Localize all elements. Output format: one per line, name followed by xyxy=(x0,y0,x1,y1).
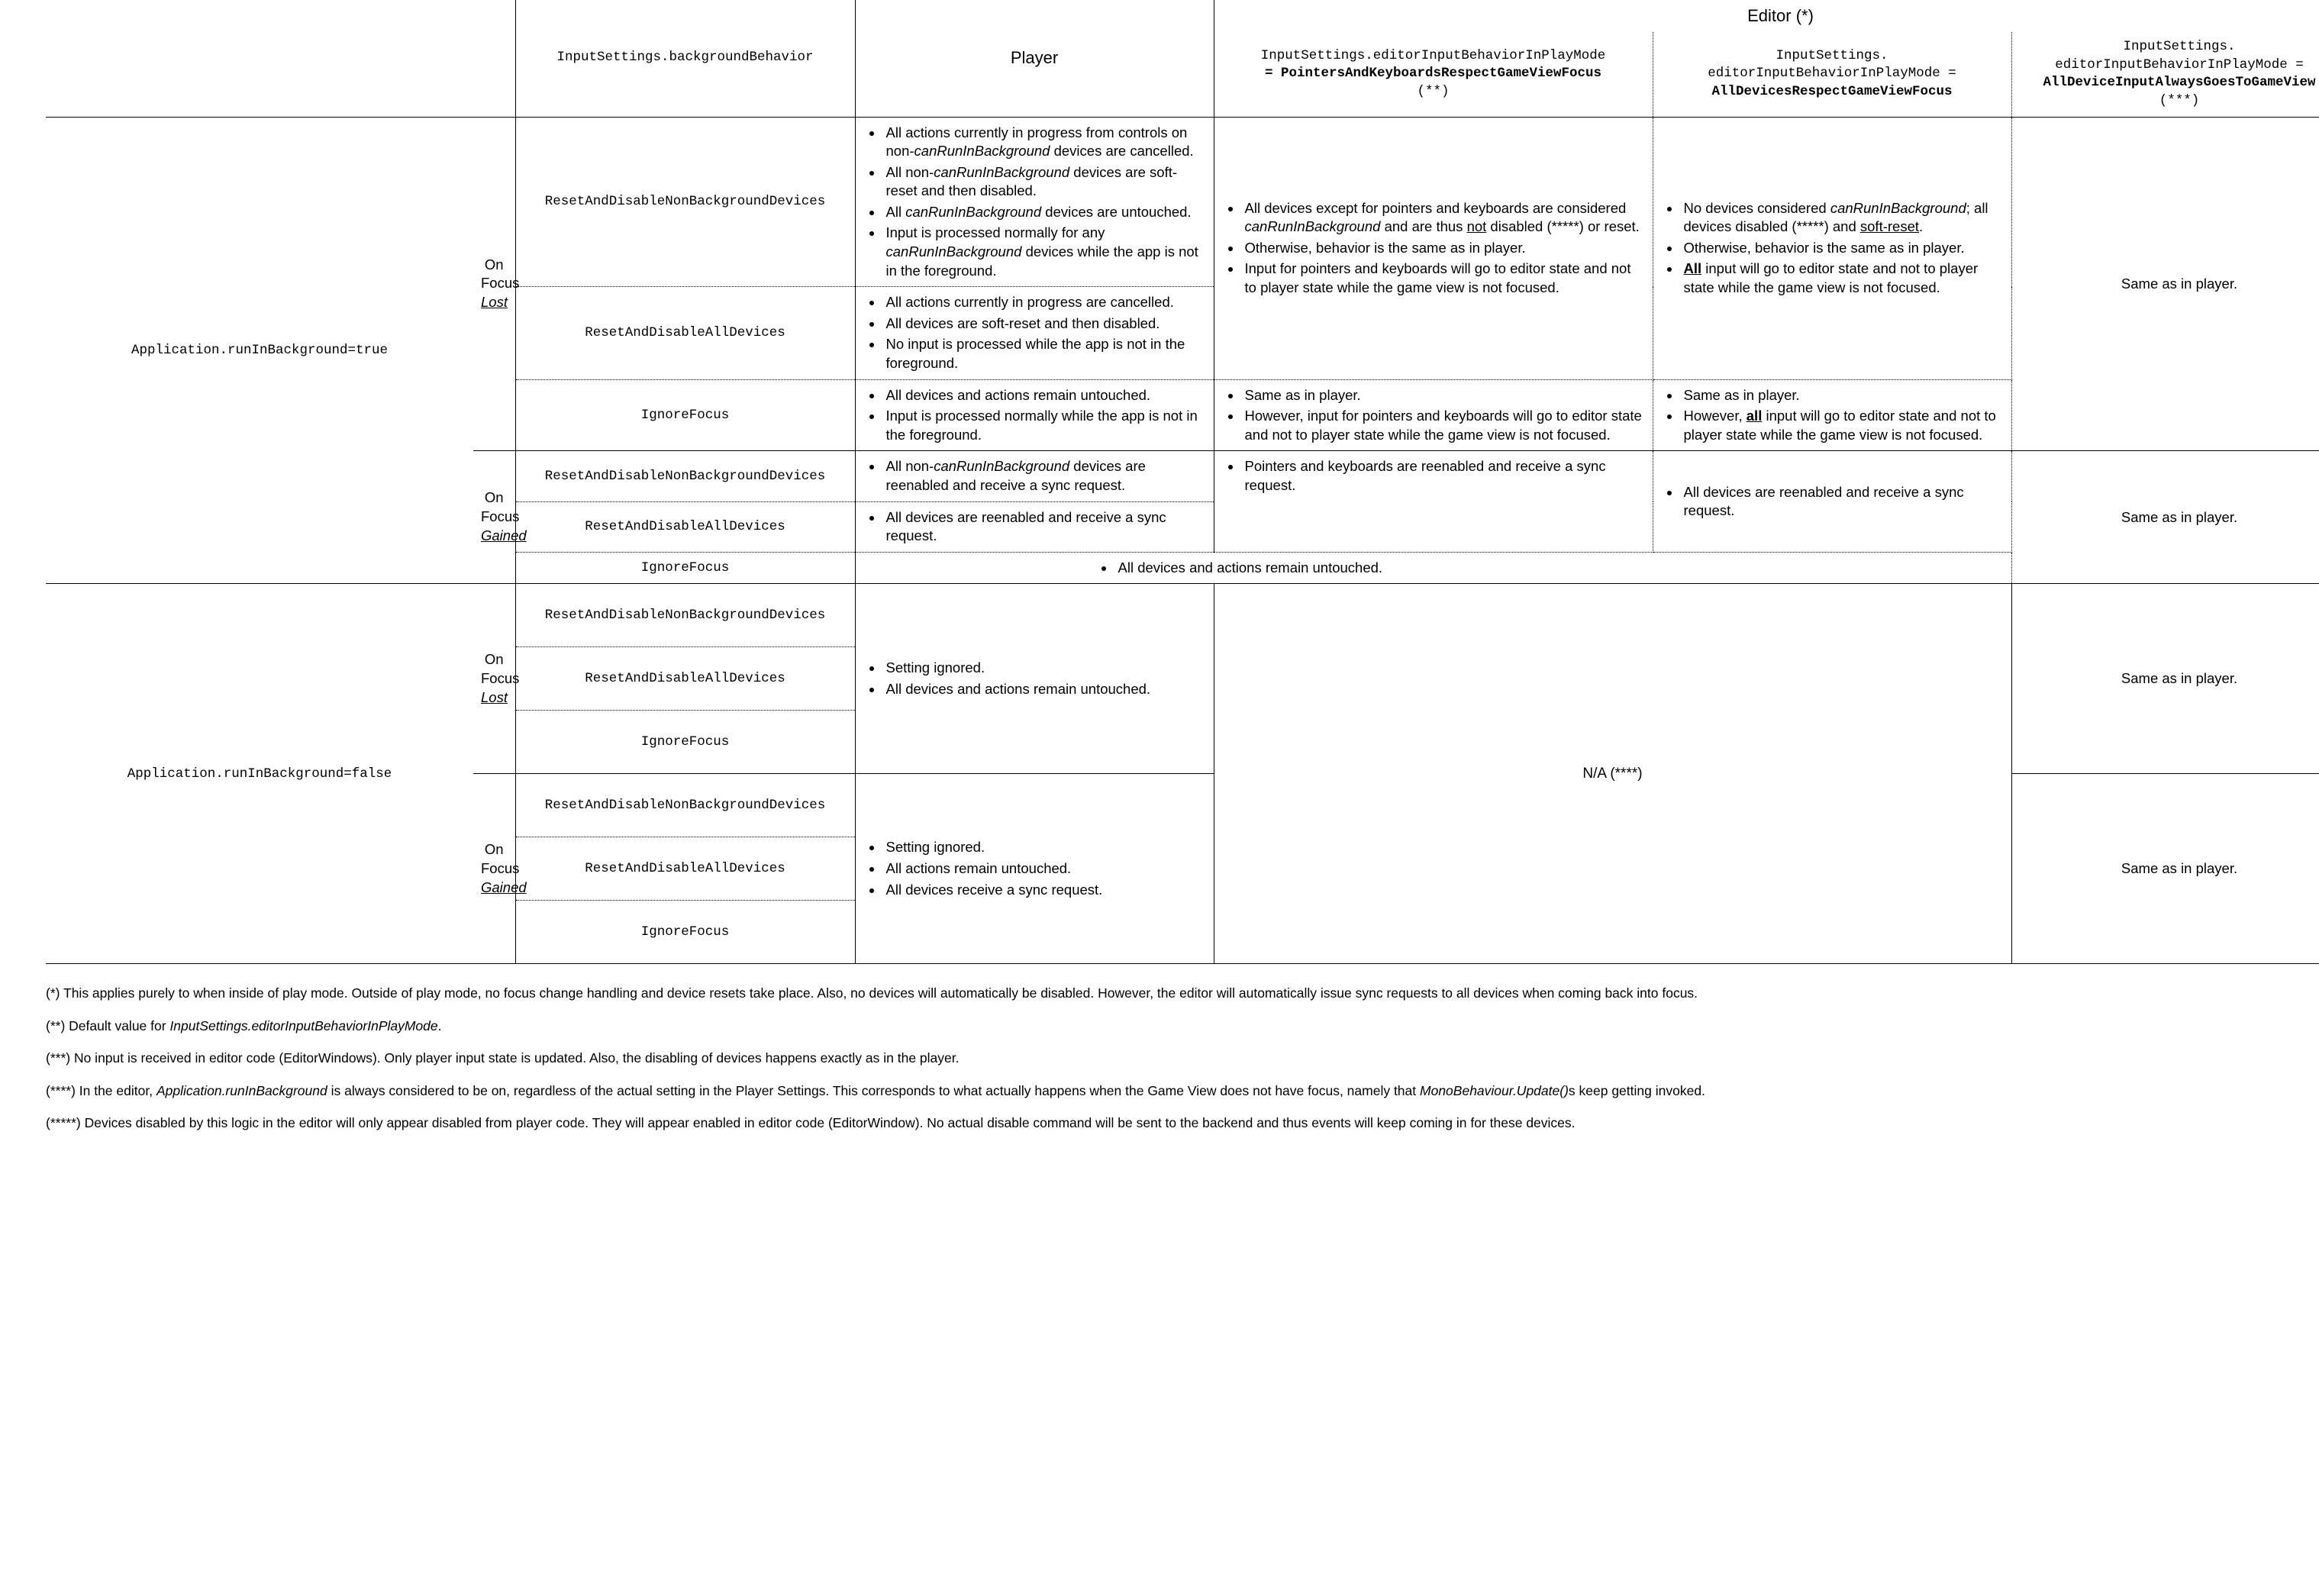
list-item: • All devices are reenabled and receive a sync request. xyxy=(1681,483,2004,521)
list-item: • Input is processed normally for any canRunInBackground devices while the app is not in the foreground. xyxy=(883,224,1206,280)
section-run-in-background-true: Application.runInBackground=true xyxy=(46,117,473,584)
cell-true-lost-editor3: Same as in player. xyxy=(2011,117,2319,451)
section-run-in-background-false: Application.runInBackground=false xyxy=(46,584,473,964)
list-item: • All devices and actions remain untouched. xyxy=(1115,559,2004,578)
table-row xyxy=(46,584,2319,647)
cell-false-gained-player xyxy=(855,774,1214,964)
bullet-list xyxy=(1222,457,1645,495)
bullet-list xyxy=(1661,386,2004,445)
footnote-1: (*) This applies purely to when inside of play mode. Outside of play mode, no focus change handling and device resets take place. Also, no devices will automatically be disabled. However, the editor will automatically issue sync requests to all devices when coming back into focus. xyxy=(46,985,1698,1001)
header-editor-always-gameview xyxy=(2011,32,2319,117)
bullet-list xyxy=(863,293,1206,372)
list-item: • Same as in player. xyxy=(1242,386,1645,405)
group-on-focus-gained-true xyxy=(473,451,527,584)
header-editor-pointers-keyboards xyxy=(1214,32,1653,117)
header-editor3-line3: AllDeviceInputAlwaysGoesToGameView xyxy=(2043,75,2316,91)
behavior-ignore-focus-gained: IgnoreFocus xyxy=(515,552,855,584)
bullet-list xyxy=(1661,483,2004,521)
cell-false-editor-na: N/A (****) xyxy=(1214,584,2011,964)
bullet-list xyxy=(863,124,1206,281)
header-editor1-line2: = PointersAndKeyboardsRespectGameViewFocus xyxy=(1264,66,1602,82)
behavior-ignore-focus-false-gained: IgnoreFocus xyxy=(515,901,855,964)
list-item: • All actions remain untouched. xyxy=(883,859,1206,879)
footnote-4-ital2: MonoBehaviour.Update() xyxy=(1420,1082,1569,1098)
footnote-5: (*****) Devices disabled by this logic in the editor will only appear disabled from player code. They will appear enabled in editor code (EditorWindow). No actual disable command will be sent to the backend and thus events will keep coming in for these devices. xyxy=(46,1114,1576,1130)
behavior-reset-all-gained: ResetAndDisableAllDevices xyxy=(515,501,855,552)
list-item: • All devices are soft-reset and then disabled. xyxy=(883,314,1206,334)
header-editor2-line3: AllDevicesRespectGameViewFocus xyxy=(1711,84,1953,100)
cell-true-lost-ignore-player xyxy=(855,379,1214,451)
on-focus-label: On Focus xyxy=(481,489,520,525)
list-item: • However, input for pointers and keyboards will go to editor state and not to player state while the game view is not focused. xyxy=(1242,407,1645,444)
on-focus-label: On Focus xyxy=(481,650,520,686)
list-item: • All non-canRunInBackground devices are reenabled and receive a sync request. xyxy=(883,457,1206,495)
header-row-editor-group xyxy=(46,0,2319,32)
list-item: • All devices except for pointers and keyboards are considered canRunInBackground and are thus not disabled (*****) or reset. xyxy=(1242,199,1645,237)
list-item: • All actions currently in progress from controls on non-canRunInBackground devices are cancelled. xyxy=(883,124,1206,161)
group-on-focus-lost-true xyxy=(473,117,520,451)
gained-label: Gained xyxy=(481,527,527,544)
bullet-list xyxy=(863,559,2004,578)
footnote-2 xyxy=(46,1017,2273,1036)
cell-true-lost-nonbg-editor1 xyxy=(1214,117,1653,379)
cell-true-gained-editor3: Same as in player. xyxy=(2011,451,2319,584)
cell-true-gained-nonbg-player xyxy=(855,451,1214,501)
footnote-4-ital1: Application.runInBackground xyxy=(156,1082,327,1098)
behavior-reset-all-false-gained: ResetAndDisableAllDevices xyxy=(515,837,855,901)
cell-true-lost-editor2 xyxy=(1653,117,2011,379)
bullet-list xyxy=(1222,386,1645,445)
behavior-reset-non-background-false-gained: ResetAndDisableNonBackgroundDevices xyxy=(515,774,855,837)
cell-true-lost-all-player xyxy=(855,287,1214,379)
input-behavior-matrix xyxy=(46,0,2319,964)
bullet-list xyxy=(863,386,1206,445)
header-editor1-line1: InputSettings.editorInputBehaviorInPlayMode xyxy=(1260,47,1606,63)
behavior-ignore-focus-lost: IgnoreFocus xyxy=(515,379,855,451)
bullet-list xyxy=(1661,199,2004,298)
list-item: • Input for pointers and keyboards will go to editor state and not to player state while the game view is not focused. xyxy=(1242,260,1645,297)
list-item: • All devices and actions remain untouched. xyxy=(883,680,1206,699)
list-item: • No input is processed while the app is not in the foreground. xyxy=(883,335,1206,372)
cell-false-gained-editor3: Same as in player. xyxy=(2011,774,2319,964)
behavior-reset-non-background-false-lost: ResetAndDisableNonBackgroundDevices xyxy=(515,584,855,647)
bullet-list xyxy=(863,457,1206,495)
list-item: • All devices are reenabled and receive a sync request. xyxy=(883,508,1206,546)
behavior-reset-all-lost: ResetAndDisableAllDevices xyxy=(515,287,855,379)
list-item: • However, all input will go to editor state and not to player state while the game view is not focused. xyxy=(1681,407,2004,444)
footnote-2-ital: InputSettings.editorInputBehaviorInPlayMode xyxy=(169,1017,438,1033)
footnote-4-pre: (****) In the editor, xyxy=(46,1082,156,1098)
behavior-reset-all-false-lost: ResetAndDisableAllDevices xyxy=(515,647,855,711)
cell-true-lost-ignore-editor1 xyxy=(1214,379,1653,451)
list-item: • All devices receive a sync request. xyxy=(883,881,1206,900)
bullet-list xyxy=(1222,199,1645,298)
gained-label: Gained xyxy=(481,879,527,895)
header-editor-all-devices-respect xyxy=(1653,32,2011,117)
list-item: • All canRunInBackground devices are untouched. xyxy=(883,203,1206,222)
group-on-focus-lost-false xyxy=(473,584,520,774)
list-item: • Pointers and keyboards are reenabled and receive a sync request. xyxy=(1242,457,1645,495)
cell-true-gained-all-player xyxy=(855,501,1214,552)
bullet-list xyxy=(863,838,1206,899)
cell-true-lost-nonbg-player xyxy=(855,117,1214,287)
on-focus-label: On Focus xyxy=(481,256,520,292)
header-editor3-line1: InputSettings. xyxy=(2123,39,2236,54)
cell-false-lost-editor3: Same as in player. xyxy=(2011,584,2319,774)
header-editor1-line3: (**) xyxy=(1417,84,1450,100)
cell-true-lost-ignore-editor2 xyxy=(1653,379,2011,451)
list-item: • All non-canRunInBackground devices are soft-reset and then disabled. xyxy=(883,163,1206,201)
footnote-3: (***) No input is received in editor code (EditorWindows). Only player input state is updated. Also, the disabling of devices happens exactly as in the player. xyxy=(46,1050,960,1066)
list-item: • Same as in player. xyxy=(1681,386,2004,405)
behavior-ignore-focus-false-lost: IgnoreFocus xyxy=(515,711,855,774)
behavior-reset-non-background-gained: ResetAndDisableNonBackgroundDevices xyxy=(515,451,855,501)
list-item: • All actions currently in progress are cancelled. xyxy=(883,293,1206,312)
list-item: • All devices and actions remain untouched. xyxy=(883,386,1206,405)
header-editor2-line1: InputSettings. xyxy=(1776,47,1888,63)
list-item: • Setting ignored. xyxy=(883,659,1206,678)
header-background-behavior: InputSettings.backgroundBehavior xyxy=(515,0,855,117)
list-item: • Input is processed normally while the app is not in the foreground. xyxy=(883,407,1206,444)
lost-label: Lost xyxy=(481,294,508,311)
cell-true-gained-editor2 xyxy=(1653,451,2011,552)
list-item: • Otherwise, behavior is the same as in player. xyxy=(1681,239,2004,258)
header-editor3-line2: editorInputBehaviorInPlayMode = xyxy=(2055,56,2304,73)
list-item: • No devices considered canRunInBackground; all devices disabled (*****) and soft-reset. xyxy=(1681,199,2004,237)
header-player: Player xyxy=(855,0,1214,117)
list-item: • All input will go to editor state and not to player state while the game view is not focused. xyxy=(1681,260,2004,297)
footnotes xyxy=(46,984,2273,1133)
cell-true-gained-nonbg-editor1 xyxy=(1214,451,1653,552)
cell-false-lost-player xyxy=(855,584,1214,774)
list-item: • Setting ignored. xyxy=(883,838,1206,857)
bullet-list xyxy=(863,508,1206,546)
footnote-2-post: . xyxy=(437,1017,442,1033)
cell-true-gained-ignore-all xyxy=(855,552,2011,584)
header-editor3-line4: (***) xyxy=(2159,92,2200,108)
header-editor-group: Editor (*) xyxy=(1214,0,2319,32)
behavior-reset-non-background-lost: ResetAndDisableNonBackgroundDevices xyxy=(515,117,855,287)
footnote-2-pre: (**) Default value for xyxy=(46,1017,170,1033)
bullet-list xyxy=(863,659,1206,698)
lost-label: Lost xyxy=(481,688,508,705)
footnote-4 xyxy=(46,1082,2273,1101)
header-editor2-line2: editorInputBehaviorInPlayMode = xyxy=(1708,66,1956,82)
group-on-focus-gained-false xyxy=(473,774,527,964)
footnote-4-mid: is always considered to be on, regardless of the actual setting in the Player Settings. This corresponds to what actually happens when the Game View does not have focus, namely that xyxy=(327,1082,1421,1098)
footnote-4-post: s keep getting invoked. xyxy=(1568,1082,1705,1098)
on-focus-label: On Focus xyxy=(481,840,520,876)
list-item: • Otherwise, behavior is the same as in player. xyxy=(1242,239,1645,258)
table-row xyxy=(46,117,2319,287)
